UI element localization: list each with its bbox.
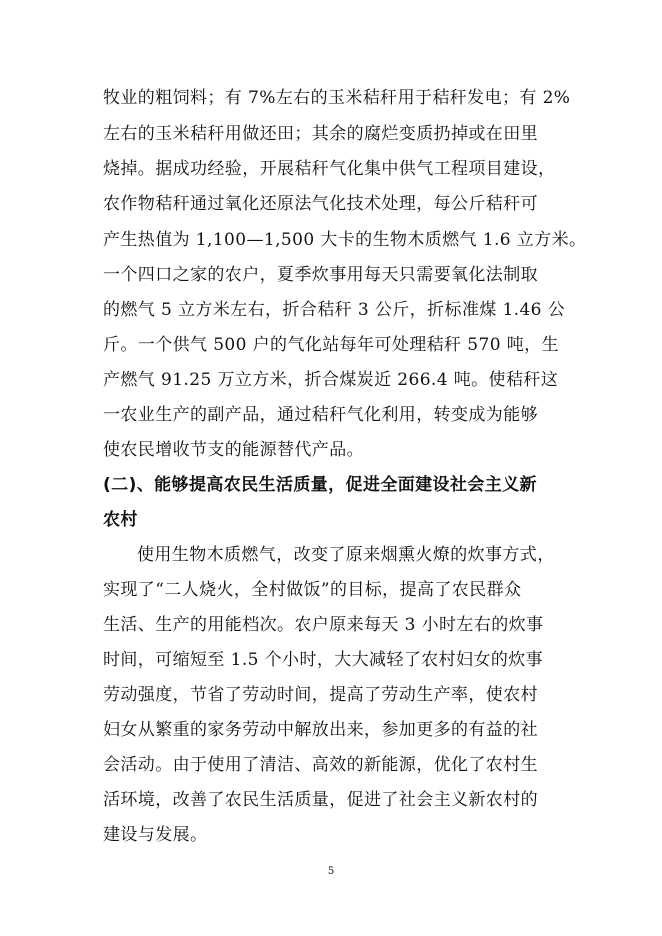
paragraph-1-line: 农作物秸秆通过氧化还原法气化技术处理，每公斤秸秆可	[103, 194, 538, 214]
paragraph-1-line: 一农业生产的副产品，通过秸秆气化利用，转变成为能够	[103, 405, 538, 425]
paragraph-1-line: 产生热值为 1,100—1,500 大卡的生物木质燃气 1.6 立方米。	[103, 230, 587, 250]
page-number: 5	[327, 866, 335, 877]
paragraph-2-line: 建设与发展。	[103, 825, 208, 845]
paragraph-2-line: 活环境，改善了农民生活质量，促进了社会主义新农村的	[103, 790, 538, 810]
paragraph-1-line: 烧掉。据成功经验，开展秸秆气化集中供气工程项目建设，	[103, 159, 556, 179]
paragraph-1-line: 产燃气 91.25 万立方米，折合煤炭近 266.4 吨。使秸秆这	[103, 370, 559, 390]
paragraph-2-line: 劳动强度，节省了劳动时间，提高了劳动生产率，使农村	[103, 685, 538, 705]
paragraph-2-line: 使用生物木质燃气，改变了原来烟熏火燎的炊事方式，	[137, 545, 555, 565]
paragraph-2-line: 生活、生产的用能档次。农户原来每天 3 小时左右的炊事	[103, 615, 544, 635]
paragraph-2-line: 实现了“二人烧火，全村做饭”的目标，提高了农民群众	[103, 580, 522, 600]
paragraph-2-line: 妇女从繁重的家务劳动中解放出来，参加更多的有益的社	[103, 720, 538, 740]
paragraph-1-line: 左右的玉米秸秆用做还田；其余的腐烂变质扔掉或在田里	[103, 124, 538, 144]
paragraph-1-line: 一个四口之家的农户，夏季炊事用每天只需要氧化法制取	[103, 265, 538, 285]
paragraph-1-line: 的燃气 5 立方米左右，折合秸秆 3 公斤，折标准煤 1.46 公	[103, 300, 566, 320]
paragraph-2-line: 时间，可缩短至 1.5 个小时，大大减轻了农村妇女的炊事	[103, 650, 544, 670]
paragraph-2-line: 会活动。由于使用了清洁、高效的新能源，优化了农村生	[103, 755, 538, 775]
paragraph-1-line: 斤。一个供气 500 户的气化站每年可处理秸秆 570 吨，生	[103, 335, 559, 355]
paragraph-1-line: 使农民增收节支的能源替代产品。	[103, 440, 364, 460]
section-heading: (二)、能够提高农民生活质量，促进全面建设社会主义新	[103, 475, 537, 495]
paragraph-1-line: 牧业的粗饲料；有 7%左右的玉米秸秆用于秸秆发电；有 2%	[103, 88, 571, 108]
section-heading: 农村	[103, 510, 138, 530]
